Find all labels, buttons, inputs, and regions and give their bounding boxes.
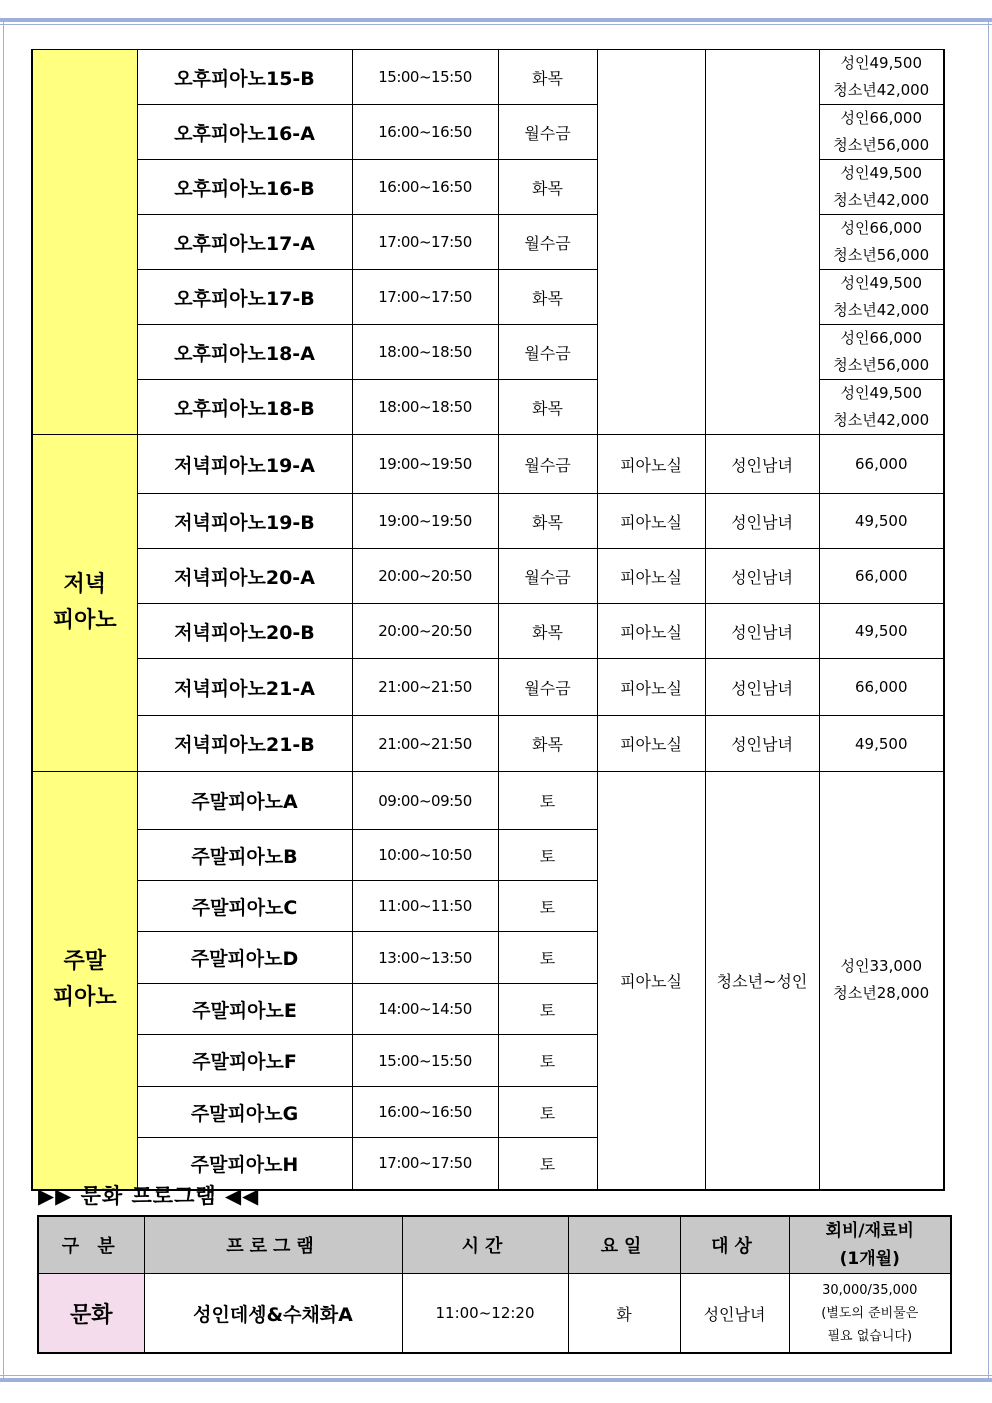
fee-adult: 성인66,000 bbox=[840, 329, 922, 347]
class-time: 17:00~17:50 bbox=[352, 270, 498, 325]
class-name: 저녁피아노19-B bbox=[137, 494, 352, 549]
afternoon-category-cell bbox=[32, 50, 137, 435]
culture-section-title: ▶▶ 문화 프로그램 ◀◀ bbox=[38, 1184, 260, 1208]
fee-adult: 성인49,500 bbox=[840, 274, 922, 292]
class-name: 저녁피아노20-A bbox=[137, 549, 352, 604]
class-days: 화목 bbox=[498, 494, 597, 549]
weekend-target: 청소년~성인 bbox=[705, 772, 819, 1190]
class-target: 성인남녀 bbox=[705, 716, 819, 772]
class-fee bbox=[819, 325, 944, 380]
category-label: 주말 bbox=[63, 949, 106, 975]
culture-fee-line1: 30,000/35,000 bbox=[822, 1282, 918, 1298]
page-frame-top bbox=[0, 18, 992, 22]
class-fee bbox=[819, 270, 944, 325]
class-name: 주말피아노F bbox=[137, 1035, 352, 1087]
class-name: 주말피아노H bbox=[137, 1138, 352, 1190]
class-time: 13:00~13:50 bbox=[352, 932, 498, 984]
class-name: 주말피아노G bbox=[137, 1087, 352, 1138]
fee-youth: 청소년56,000 bbox=[833, 136, 930, 154]
class-name: 저녁피아노21-B bbox=[137, 716, 352, 772]
fee-adult: 성인49,500 bbox=[840, 384, 922, 402]
table-row bbox=[32, 604, 944, 659]
table-row bbox=[32, 716, 944, 772]
class-name: 오후피아노18-B bbox=[137, 380, 352, 435]
culture-category: 문화 bbox=[38, 1274, 144, 1354]
table-row bbox=[32, 659, 944, 716]
table-row bbox=[32, 494, 944, 549]
class-fee: 49,500 bbox=[819, 716, 944, 772]
category-label: 피아노 bbox=[52, 608, 117, 633]
page-frame-bottom-line bbox=[0, 1375, 992, 1376]
class-room: 피아노실 bbox=[597, 549, 705, 604]
category-label: 피아노 bbox=[52, 985, 117, 1011]
class-name: 오후피아노16-B bbox=[137, 160, 352, 215]
class-time: 15:00~15:50 bbox=[352, 50, 498, 105]
header-program: 프로그램 bbox=[144, 1216, 402, 1274]
class-target: 성인남녀 bbox=[705, 659, 819, 716]
class-room: 피아노실 bbox=[597, 659, 705, 716]
class-days: 토 bbox=[498, 1035, 597, 1087]
fee-youth: 청소년28,000 bbox=[833, 984, 930, 1003]
class-time: 21:00~21:50 bbox=[352, 716, 498, 772]
class-fee bbox=[819, 380, 944, 435]
class-days: 토 bbox=[498, 1087, 597, 1138]
table-header-row bbox=[38, 1216, 951, 1274]
class-name: 저녁피아노20-B bbox=[137, 604, 352, 659]
class-days: 토 bbox=[498, 830, 597, 881]
class-time: 20:00~20:50 bbox=[352, 549, 498, 604]
culture-time: 11:00~12:20 bbox=[402, 1274, 568, 1354]
fee-adult: 성인66,000 bbox=[840, 109, 922, 127]
class-time: 19:00~19:50 bbox=[352, 435, 498, 494]
class-days: 토 bbox=[498, 932, 597, 984]
class-target: 성인남녀 bbox=[705, 494, 819, 549]
culture-days: 화 bbox=[568, 1274, 680, 1354]
afternoon-target-cell bbox=[705, 50, 819, 435]
class-time: 15:00~15:50 bbox=[352, 1035, 498, 1087]
fee-adult: 성인66,000 bbox=[840, 219, 922, 237]
class-target: 성인남녀 bbox=[705, 549, 819, 604]
fee-youth: 청소년42,000 bbox=[833, 301, 930, 319]
class-time: 21:00~21:50 bbox=[352, 659, 498, 716]
class-fee bbox=[819, 50, 944, 105]
class-time: 14:00~14:50 bbox=[352, 984, 498, 1035]
fee-youth: 청소년42,000 bbox=[833, 411, 930, 429]
fee-adult: 성인33,000 bbox=[840, 957, 922, 976]
class-target: 성인남녀 bbox=[705, 604, 819, 659]
fee-adult: 성인49,500 bbox=[840, 164, 922, 182]
class-name: 오후피아노17-A bbox=[137, 215, 352, 270]
fee-youth: 청소년42,000 bbox=[833, 191, 930, 209]
class-fee bbox=[819, 160, 944, 215]
class-time: 19:00~19:50 bbox=[352, 494, 498, 549]
class-name: 주말피아노B bbox=[137, 830, 352, 881]
class-days: 토 bbox=[498, 1138, 597, 1190]
header-days: 요일 bbox=[568, 1216, 680, 1274]
header-fee-line1: 회비/재료비 bbox=[825, 1221, 914, 1241]
table-row bbox=[32, 435, 944, 494]
page-frame-top-line bbox=[0, 24, 992, 25]
class-days: 화목 bbox=[498, 270, 597, 325]
class-target: 성인남녀 bbox=[705, 435, 819, 494]
piano-schedule-table bbox=[31, 49, 945, 1191]
afternoon-room-cell bbox=[597, 50, 705, 435]
header-fee-line2: (1개월) bbox=[839, 1249, 900, 1269]
class-time: 11:00~11:50 bbox=[352, 881, 498, 932]
fee-adult: 성인49,500 bbox=[840, 54, 922, 72]
class-room: 피아노실 bbox=[597, 494, 705, 549]
header-target: 대상 bbox=[680, 1216, 789, 1274]
culture-fee-line3: 필요 없습니다) bbox=[827, 1328, 913, 1344]
fee-youth: 청소년56,000 bbox=[833, 356, 930, 374]
class-days: 월수금 bbox=[498, 325, 597, 380]
class-room: 피아노실 bbox=[597, 716, 705, 772]
category-label: 저녁 bbox=[63, 572, 106, 597]
class-time: 17:00~17:50 bbox=[352, 1138, 498, 1190]
header-fee bbox=[789, 1216, 951, 1274]
table-row bbox=[38, 1274, 951, 1354]
class-time: 16:00~16:50 bbox=[352, 1087, 498, 1138]
class-time: 20:00~20:50 bbox=[352, 604, 498, 659]
header-category: 구 분 bbox=[38, 1216, 144, 1274]
class-time: 16:00~16:50 bbox=[352, 105, 498, 160]
class-days: 월수금 bbox=[498, 215, 597, 270]
class-days: 화목 bbox=[498, 716, 597, 772]
class-days: 토 bbox=[498, 881, 597, 932]
class-days: 토 bbox=[498, 984, 597, 1035]
table-row bbox=[32, 772, 944, 830]
class-fee: 49,500 bbox=[819, 604, 944, 659]
class-name: 저녁피아노19-A bbox=[137, 435, 352, 494]
weekend-category-cell bbox=[32, 772, 137, 1190]
class-time: 10:00~10:50 bbox=[352, 830, 498, 881]
class-fee: 66,000 bbox=[819, 549, 944, 604]
evening-category-cell bbox=[32, 435, 137, 772]
class-days: 월수금 bbox=[498, 659, 597, 716]
weekend-fee bbox=[819, 772, 944, 1190]
page-frame-bottom bbox=[0, 1378, 992, 1382]
class-days: 화목 bbox=[498, 160, 597, 215]
class-name: 오후피아노15-B bbox=[137, 50, 352, 105]
class-name: 주말피아노E bbox=[137, 984, 352, 1035]
class-days: 화목 bbox=[498, 380, 597, 435]
class-name: 오후피아노17-B bbox=[137, 270, 352, 325]
class-days: 화목 bbox=[498, 50, 597, 105]
culture-fee bbox=[789, 1274, 951, 1354]
culture-target: 성인남녀 bbox=[680, 1274, 789, 1354]
class-fee bbox=[819, 215, 944, 270]
class-days: 월수금 bbox=[498, 435, 597, 494]
class-fee: 66,000 bbox=[819, 435, 944, 494]
page-frame-left bbox=[3, 18, 4, 1382]
class-name: 오후피아노18-A bbox=[137, 325, 352, 380]
class-name: 오후피아노16-A bbox=[137, 105, 352, 160]
class-room: 피아노실 bbox=[597, 604, 705, 659]
table-row bbox=[32, 549, 944, 604]
weekend-room: 피아노실 bbox=[597, 772, 705, 1190]
header-time: 시간 bbox=[402, 1216, 568, 1274]
fee-youth: 청소년56,000 bbox=[833, 246, 930, 264]
page-frame-right bbox=[988, 18, 989, 1382]
fee-youth: 청소년42,000 bbox=[833, 81, 930, 99]
culture-program: 성인데셍&수채화A bbox=[144, 1274, 402, 1354]
class-time: 16:00~16:50 bbox=[352, 160, 498, 215]
class-days: 월수금 bbox=[498, 105, 597, 160]
class-time: 09:00~09:50 bbox=[352, 772, 498, 830]
class-fee: 66,000 bbox=[819, 659, 944, 716]
class-days: 토 bbox=[498, 772, 597, 830]
class-days: 화목 bbox=[498, 604, 597, 659]
culture-fee-line2: (별도의 준비물은 bbox=[821, 1305, 919, 1321]
class-time: 18:00~18:50 bbox=[352, 380, 498, 435]
class-time: 17:00~17:50 bbox=[352, 215, 498, 270]
table-row bbox=[32, 50, 944, 105]
class-time: 18:00~18:50 bbox=[352, 325, 498, 380]
class-room: 피아노실 bbox=[597, 435, 705, 494]
class-name: 주말피아노C bbox=[137, 881, 352, 932]
class-name: 저녁피아노21-A bbox=[137, 659, 352, 716]
class-name: 주말피아노D bbox=[137, 932, 352, 984]
class-fee bbox=[819, 105, 944, 160]
class-fee: 49,500 bbox=[819, 494, 944, 549]
class-name: 주말피아노A bbox=[137, 772, 352, 830]
class-days: 월수금 bbox=[498, 549, 597, 604]
culture-program-table bbox=[37, 1215, 952, 1354]
